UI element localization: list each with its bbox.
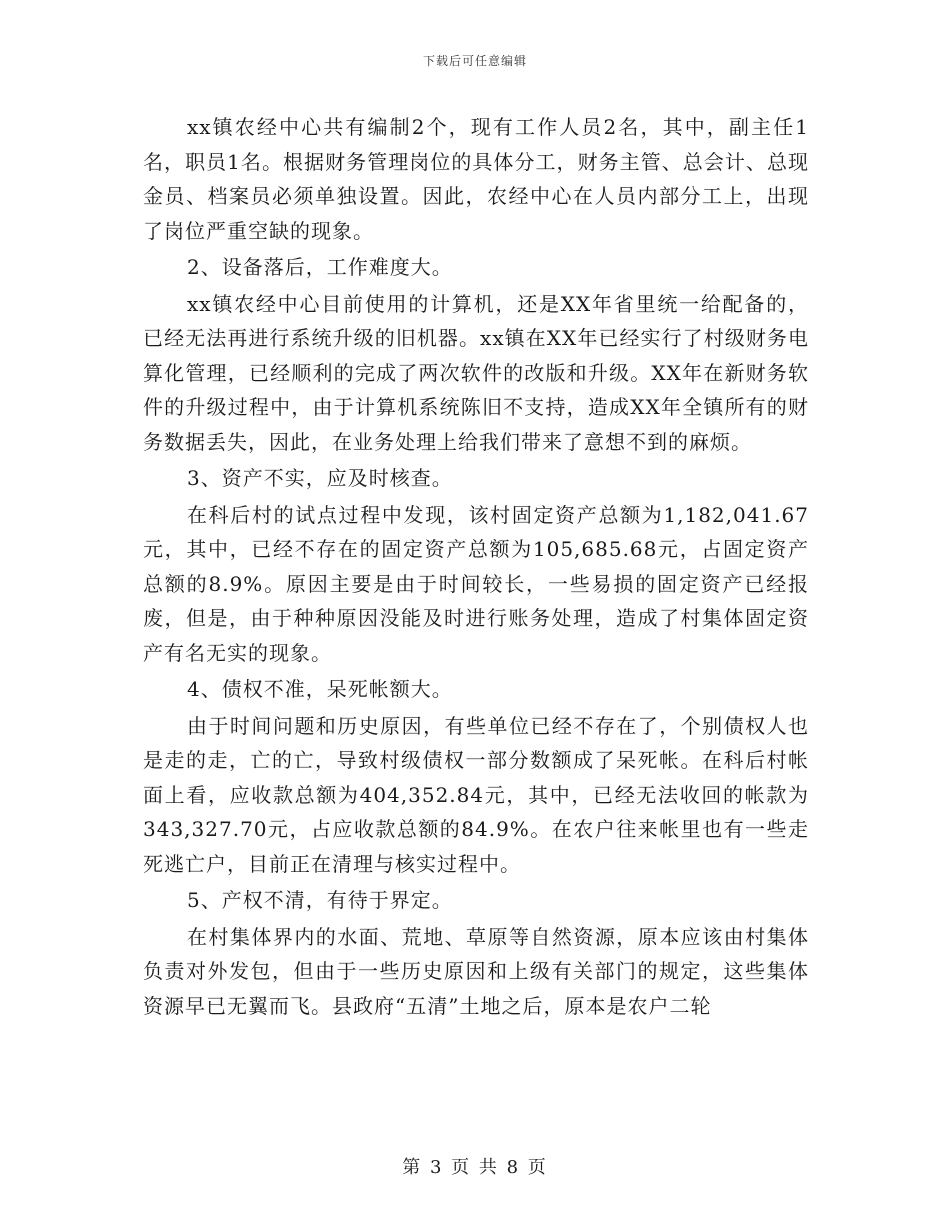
- heading-equipment: 2、设备落后，工作难度大。: [187, 255, 453, 279]
- heading-assets: 3、资产不实，应及时核查。: [187, 466, 453, 490]
- page-header: 下载后可任意编辑: [422, 54, 527, 68]
- paragraph-property-rights: 在村集体界内的水面、荒地、草原等自然资源，原本应该由村集体负责对外发包，但由于一些历史原因和上级有关部门的规定，这些集体资源早已无翼而飞。县政府“五清”土地之后，原本是农户二轮: [143, 924, 809, 1018]
- page-number: 第 3 页 共 8 页: [402, 1157, 548, 1178]
- document-body: [143, 110, 809, 1025]
- heading-property-rights: 5、产权不清，有待于界定。: [187, 888, 453, 912]
- paragraph-staffing: xx镇农经中心共有编制2个，现有工作人员2名，其中，副主任1名，职员1名。根据财务管理岗位的具体分工，财务主管、总会计、总现金员、档案员必须单独设置。因此，农经中心在人员内部分工上，出现了岗位严重空缺的现象。: [143, 115, 809, 243]
- paragraph-equipment: xx镇农经中心目前使用的计算机，还是XX年省里统一给配备的，已经无法再进行系统升级的旧机器。xx镇在XX年已经实行了村级财务电算化管理，已经顺利的完成了两次软件的改版和升级。XX年在新财务软件的升级过程中，由于计算机系统陈旧不支持，造成XX年全镇所有的财务数据丢失，因此，在业务处理上给我们带来了意想不到的麻烦。: [143, 291, 809, 454]
- paragraph-assets: 在科后村的试点过程中发现，该村固定资产总额为1,182,041.67元，其中，已经不存在的固定资产总额为105,685.68元，占固定资产总额的8.9%。原因主要是由于时间较长，一些易损的固定资产已经报废，但是，由于种种原因没能及时进行账务处理，造成了村集体固定资产有名无实的现象。: [143, 502, 809, 665]
- paragraph-claims: 由于时间问题和历史原因，有些单位已经不存在了，个别债权人也是走的走，亡的亡，导致村级债权一部分数额成了呆死帐。在科后村帐面上看，应收款总额为404,352.84元，其中，已经无法收回的帐款为343,327.70元，占应收款总额的84.9%。在农户往来帐里也有一些走死逃亡户，目前正在清理与核实过程中。: [143, 713, 809, 876]
- heading-claims: 4、债权不准，呆死帐额大。: [187, 677, 453, 701]
